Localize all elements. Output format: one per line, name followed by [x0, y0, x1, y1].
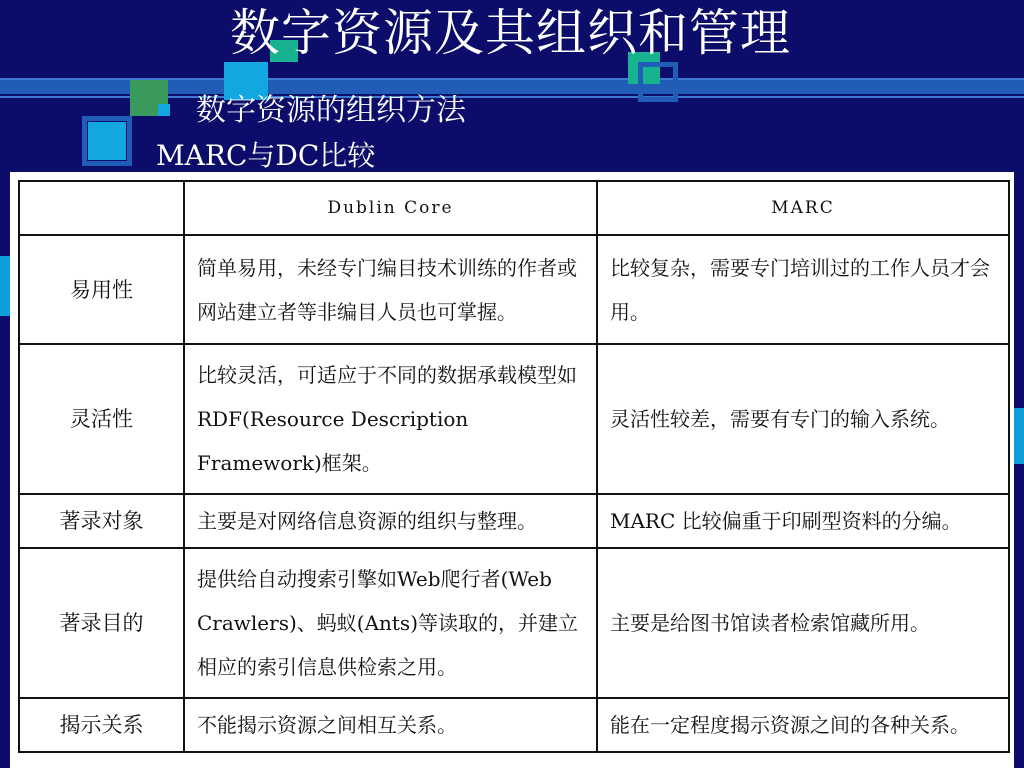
- table-row: [19, 494, 1009, 548]
- bullet-square-icon: [158, 104, 170, 116]
- table-header-empty: [19, 181, 184, 235]
- table-row: [19, 698, 1009, 752]
- decorative-square-outline-left: [82, 116, 132, 166]
- row-label: 揭示关系: [19, 698, 184, 752]
- comparison-table: [18, 180, 1010, 753]
- table-header-row: [19, 181, 1009, 235]
- dublin-core-cell: 主要是对网络信息资源的组织与整理。: [184, 494, 597, 548]
- marc-cell: MARC 比较偏重于印刷型资料的分编。: [597, 494, 1009, 548]
- dublin-core-cell: 不能揭示资源之间相互关系。: [184, 698, 597, 752]
- marc-cell: 灵活性较差，需要有专门的输入系统。: [597, 344, 1009, 494]
- marc-cell: 比较复杂，需要专门培训过的工作人员才会用。: [597, 235, 1009, 344]
- page-title: 数字资源及其组织和管理: [230, 4, 791, 62]
- table-row: [19, 235, 1009, 344]
- decorative-side-square-left: [0, 256, 10, 316]
- row-label: 灵活性: [19, 344, 184, 494]
- marc-cell: 主要是给图书馆读者检索馆藏所用。: [597, 548, 1009, 698]
- row-label: 著录对象: [19, 494, 184, 548]
- decorative-square-outline-right: [638, 62, 678, 102]
- dublin-core-cell: 提供给自动搜索引擎如Web爬行者(Web Crawlers)、蚂蚁(Ants)等读取的，并建立相应的索引信息供检索之用。: [184, 548, 597, 698]
- table-row: [19, 548, 1009, 698]
- comparison-panel: [10, 172, 1014, 768]
- dublin-core-cell: 简单易用，未经专门编目技术训练的作者或网站建立者等非编目人员也可掌握。: [184, 235, 597, 344]
- table-header-dublin-core: Dublin Core: [184, 181, 597, 235]
- decorative-side-square-right: [1014, 408, 1024, 464]
- table-row: [19, 344, 1009, 494]
- row-label: 易用性: [19, 235, 184, 344]
- comparison-heading: MARC与DC比较: [156, 139, 376, 172]
- row-label: 著录目的: [19, 548, 184, 698]
- section-subtitle: 数字资源的组织方法: [196, 93, 466, 128]
- marc-cell: 能在一定程度揭示资源之间的各种关系。: [597, 698, 1009, 752]
- table-header-marc: MARC: [597, 181, 1009, 235]
- dublin-core-cell: 比较灵活，可适应于不同的数据承载模型如RDF(Resource Description Framework)框架。: [184, 344, 597, 494]
